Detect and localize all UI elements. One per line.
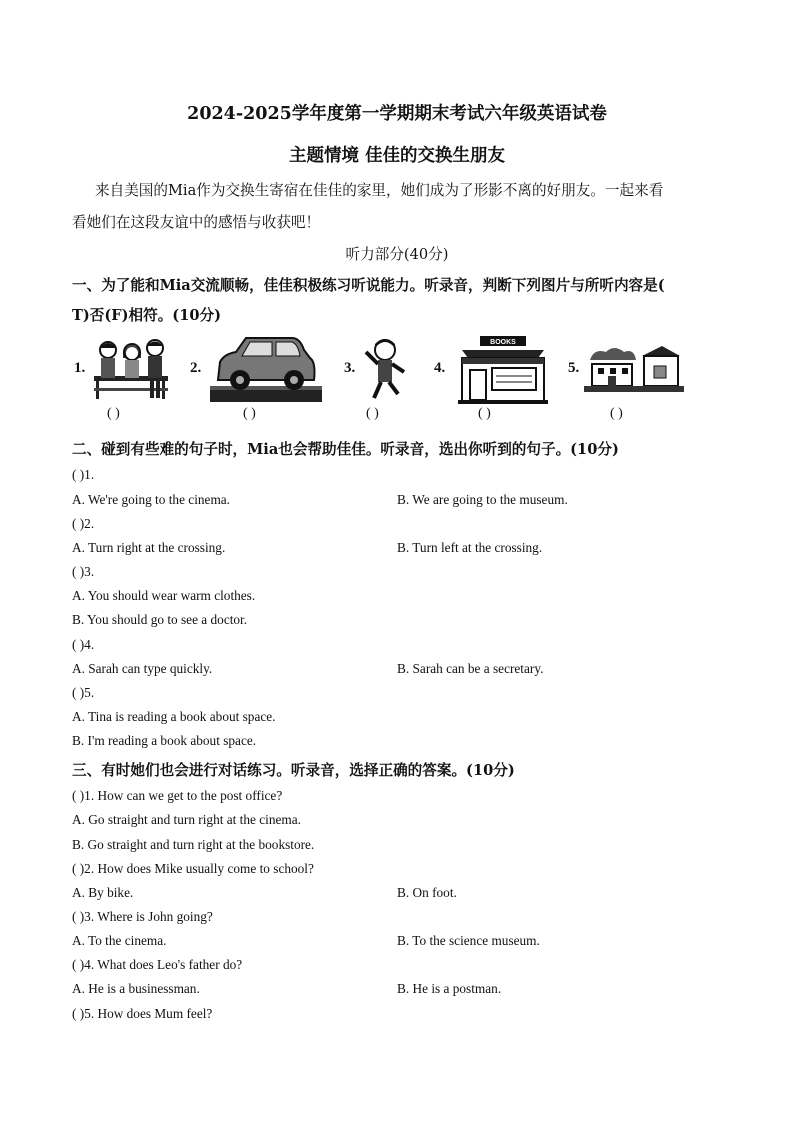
intro-line-2: 看她们在这段友谊中的感悟与收获吧！ [72, 214, 321, 231]
part2-q4-number: ( )4. [72, 637, 95, 652]
part2-q5-number: ( )5. [72, 685, 95, 700]
people-on-bench-icon [92, 336, 172, 406]
intro-line-1: 来自美国的Mia作为交换生寄宿在佳佳的家里，她们成为了形影不离的好朋友。一起来看 [95, 182, 664, 199]
answer-blank-5[interactable]: ( ) [610, 406, 623, 421]
bookstore-sign: BOOKS [490, 339, 516, 346]
part3-q1-option-b: B. Go straight and turn right at the bookstore. [72, 837, 315, 852]
part3-q3-option-b: B. To the science museum. [397, 933, 540, 948]
part2-q5-option-b: B. I'm reading a book about space. [72, 733, 257, 748]
part1-heading-line-1: 一、为了能和Mia交流顺畅，佳佳积极练习听说能力。听录音，判断下列图片与所听内容是( [72, 277, 665, 294]
part3-heading: 三、有时她们也会进行对话练习。听录音，选择正确的答案。(10分) [72, 762, 515, 779]
part3-q3-option-a: A. To the cinema. [72, 933, 167, 948]
part1-heading-line-2: T)否(F)相符。(10分) [72, 307, 222, 324]
answer-blank-4[interactable]: ( ) [478, 406, 491, 421]
part3-q2-question: ( )2. How does Mike usually come to school? [72, 861, 314, 876]
part3-q3-question: ( )3. Where is John going? [72, 909, 213, 924]
car-icon [210, 336, 322, 406]
part2-q4-option-b: B. Sarah can be a secretary. [397, 661, 544, 676]
part2-heading: 二、碰到有些难的句子时，Mia也会帮助佳佳。听录音，选出你听到的句子。(10分) [72, 441, 619, 458]
part2-q3-number: ( )3. [72, 564, 95, 579]
part2-q2-option-b: B. Turn left at the crossing. [397, 540, 543, 555]
part3-q2-option-b: B. On foot. [397, 885, 457, 900]
exam-title: 2024-2025学年度第一学期期末考试六年级英语试卷 [187, 104, 607, 124]
picture-5-number: 5. [568, 360, 580, 376]
picture-2-number: 2. [190, 360, 202, 376]
theme-subtitle: 主题情境 佳佳的交换生朋友 [288, 146, 506, 166]
part3-q4-option-a: A. He is a businessman. [72, 981, 200, 996]
part3-q5-question: ( )5. How does Mum feel? [72, 1006, 213, 1021]
picture-3-number: 3. [344, 360, 356, 376]
part2-q1-option-a: A. We're going to the cinema. [72, 492, 231, 507]
picture-4-number: 4. [434, 360, 446, 376]
jumping-boy-icon [362, 336, 408, 406]
picture-1-number: 1. [74, 360, 86, 376]
part3-q1-option-a: A. Go straight and turn right at the cinema. [72, 812, 301, 827]
part2-q5-option-a: A. Tina is reading a book about space. [72, 709, 276, 724]
town-buildings-icon [584, 336, 684, 406]
part3-q2-option-a: A. By bike. [72, 885, 134, 900]
part2-q2-number: ( )2. [72, 516, 95, 531]
part2-q1-number: ( )1. [72, 467, 95, 482]
answer-blank-2[interactable]: ( ) [243, 406, 256, 421]
part3-q1-question: ( )1. How can we get to the post office? [72, 788, 283, 803]
section-label: 听力部分(40分) [345, 246, 449, 263]
part2-q2-option-a: A. Turn right at the crossing. [72, 540, 226, 555]
part2-q3-option-b: B. You should go to see a doctor. [72, 612, 248, 627]
part2-q4-option-a: A. Sarah can type quickly. [72, 661, 213, 676]
answer-blank-3[interactable]: ( ) [366, 406, 379, 421]
part3-q4-option-b: B. He is a postman. [397, 981, 502, 996]
bookstore-icon [458, 336, 548, 406]
answer-blank-1[interactable]: ( ) [107, 406, 120, 421]
part3-q4-question: ( )4. What does Leo's father do? [72, 957, 243, 972]
part2-q1-option-b: B. We are going to the museum. [397, 492, 568, 507]
part2-q3-option-a: A. You should wear warm clothes. [72, 588, 256, 603]
